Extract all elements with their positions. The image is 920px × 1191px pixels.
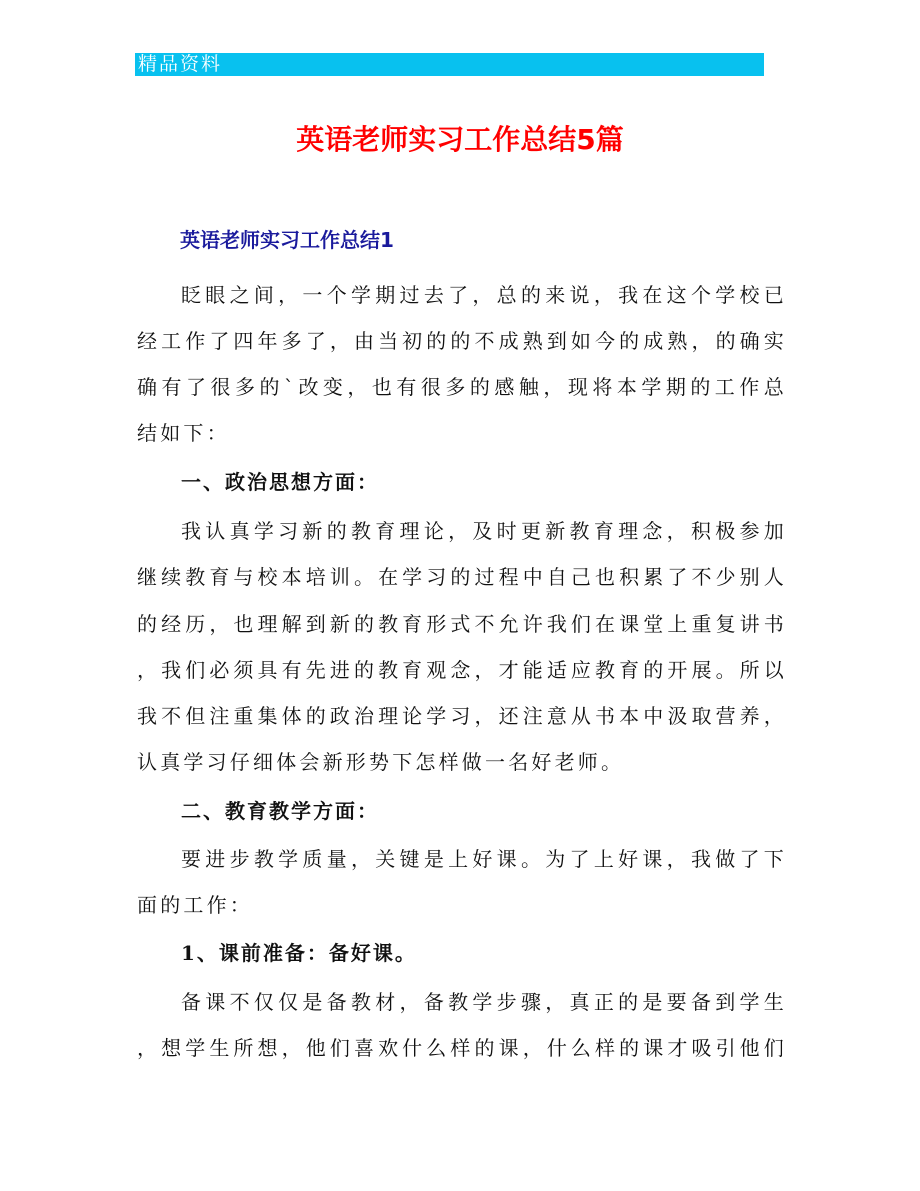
paragraph-line: 要进步教学质量，关键是上好课。为了上好课，我做了下	[181, 847, 787, 871]
paragraph-line: 我不但注重集体的政治理论学习，还注意从书本中汲取营养，	[137, 704, 787, 728]
paragraph-line: 的经历，也理解到新的教育形式不允许我们在课堂上重复讲书	[137, 612, 787, 636]
paragraph-line: ，想学生所想，他们喜欢什么样的课，什么样的课才吸引他们	[137, 1036, 787, 1060]
paragraph-line: ，我们必须具有先进的教育观念，才能适应教育的开展。所以	[137, 658, 787, 682]
subheading-politics: 一、政治思想方面：	[181, 470, 379, 494]
section-title: 英语老师实习工作总结1	[180, 228, 394, 252]
paragraph-line: 结如下：	[137, 421, 230, 445]
paragraph-line: 眨眼之间，一个学期过去了，总的来说，我在这个学校已	[181, 283, 787, 307]
paragraph-line: 经工作了四年多了，由当初的的不成熟到如今的成熟，的确实	[137, 329, 787, 353]
paragraph-line: 我认真学习新的教育理论，及时更新教育理念，积极参加	[181, 519, 787, 543]
paragraph-line: 确有了很多的`改变，也有很多的感触，现将本学期的工作总	[137, 375, 787, 399]
subheading-teaching: 二、教育教学方面：	[181, 799, 379, 823]
document-title: 英语老师实习工作总结5篇	[296, 123, 624, 156]
header-banner	[135, 53, 764, 76]
paragraph-line: 继续教育与校本培训。在学习的过程中自己也积累了不少别人	[137, 565, 787, 589]
subheading-prep: 1、课前准备：备好课。	[181, 941, 417, 965]
paragraph-line: 面的工作：	[137, 893, 253, 917]
banner-label: 精品资料	[138, 53, 223, 75]
paragraph-line: 备课不仅仅是备教材，备教学步骤，真正的是要备到学生	[181, 990, 787, 1014]
paragraph-line: 认真学习仔细体会新形势下怎样做一名好老师。	[137, 750, 625, 774]
